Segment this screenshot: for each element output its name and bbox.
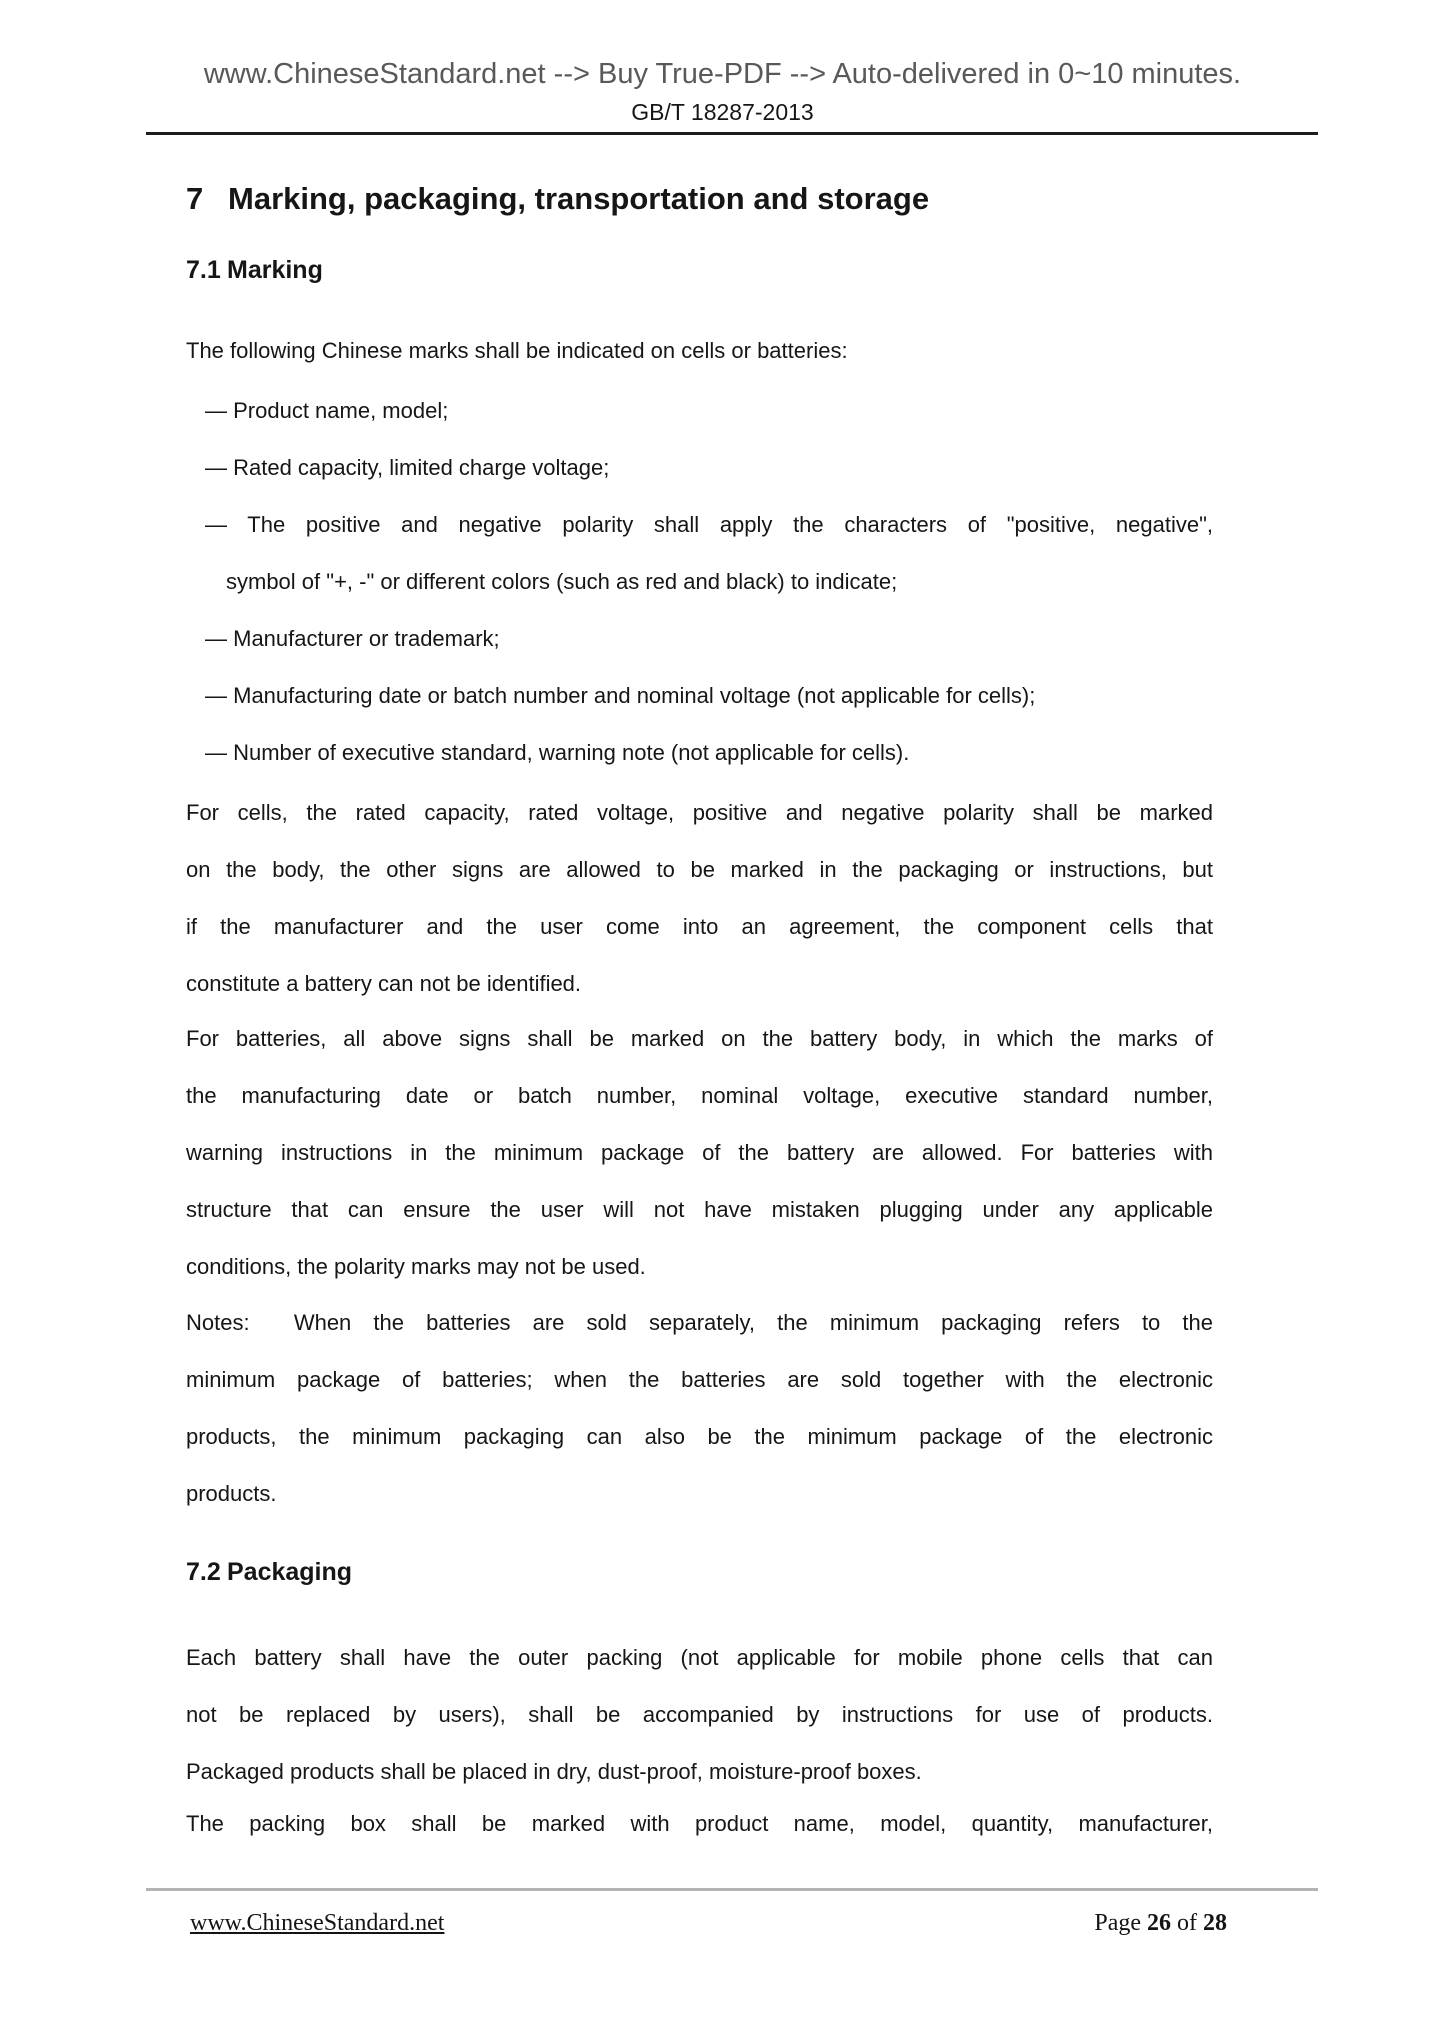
section-title: Marking, packaging, transportation and storage	[228, 181, 930, 216]
footer-page-indicator	[1094, 1908, 1227, 1938]
section-heading-7-1	[186, 254, 323, 286]
paragraph-outer-packing: Each battery shall have the outer packing (not applicable for mobile phone cells that can not be replaced by users), shall be accompanied by instructions for use of products. Packaged products shall be placed in dry, dust-proof, moisture-proof boxes.	[186, 1645, 1213, 1784]
list-item: — Manufacturer or trademark;	[205, 626, 500, 651]
footer-site-link[interactable]: www.ChineseStandard.net	[190, 1910, 445, 1936]
section-number: 7	[186, 181, 204, 216]
list-item: — Manufacturing date or batch number and nominal voltage (not applicable for cells);	[205, 683, 1036, 708]
section-number: 7.1	[186, 256, 221, 284]
list-item: — Number of executive standard, warning note (not applicable for cells).	[205, 740, 910, 765]
page-total: 28	[1203, 1910, 1227, 1936]
paragraph-cells: For cells, the rated capacity, rated voltage, positive and negative polarity shall be marked on the body, the other signs are allowed to be marked in the packaging or instructions, but if the manufacturer and the user come into an agreement, the component cells that constitute a battery can not be identified.	[186, 800, 1213, 996]
section-title: Packaging	[227, 1558, 353, 1586]
list-item: — Rated capacity, limited charge voltage;	[205, 455, 610, 480]
section-number: 7.2	[186, 1558, 221, 1586]
page-word: Page	[1094, 1910, 1141, 1936]
list-item: — Product name, model;	[205, 398, 449, 423]
standard-code: GB/T 18287-2013	[631, 99, 814, 125]
section-heading-7-2	[186, 1556, 352, 1588]
header-rule	[146, 132, 1318, 135]
paragraph-batteries: For batteries, all above signs shall be marked on the battery body, in which the marks of the manufacturing date or batch number, nominal voltage, executive standard number, warning instructions in the minimum package of the battery are allowed. For batteries with structure that can ensure the user will not have mistaken plugging under any applicable conditions, the polarity marks may not be used.	[186, 1026, 1213, 1279]
list-item: — The positive and negative polarity shall apply the characters of "positive, negative", symbol of "+, -" or different colors (such as red and black) to indicate;	[205, 512, 1213, 594]
section-title: Marking	[227, 256, 323, 284]
header-promo-text: www.ChineseStandard.net --> Buy True-PDF --> Auto-delivered in 0~10 minutes.	[203, 58, 1242, 90]
paragraph-packing-box: The packing box shall be marked with product name, model, quantity, manufacturer,	[186, 1811, 1213, 1836]
marking-list	[186, 382, 1213, 781]
page-number: 26	[1147, 1910, 1171, 1936]
footer-rule	[146, 1888, 1318, 1891]
section-heading-7	[186, 180, 929, 218]
marking-intro-paragraph: The following Chinese marks shall be indicated on cells or batteries:	[186, 338, 848, 363]
of-word: of	[1177, 1910, 1197, 1936]
paragraph-notes: Notes: When the batteries are sold separately, the minimum packaging refers to the minimum package of batteries; when the batteries are sold together with the electronic products, the minimum packaging can also be the minimum package of the electronic products.	[186, 1310, 1213, 1506]
